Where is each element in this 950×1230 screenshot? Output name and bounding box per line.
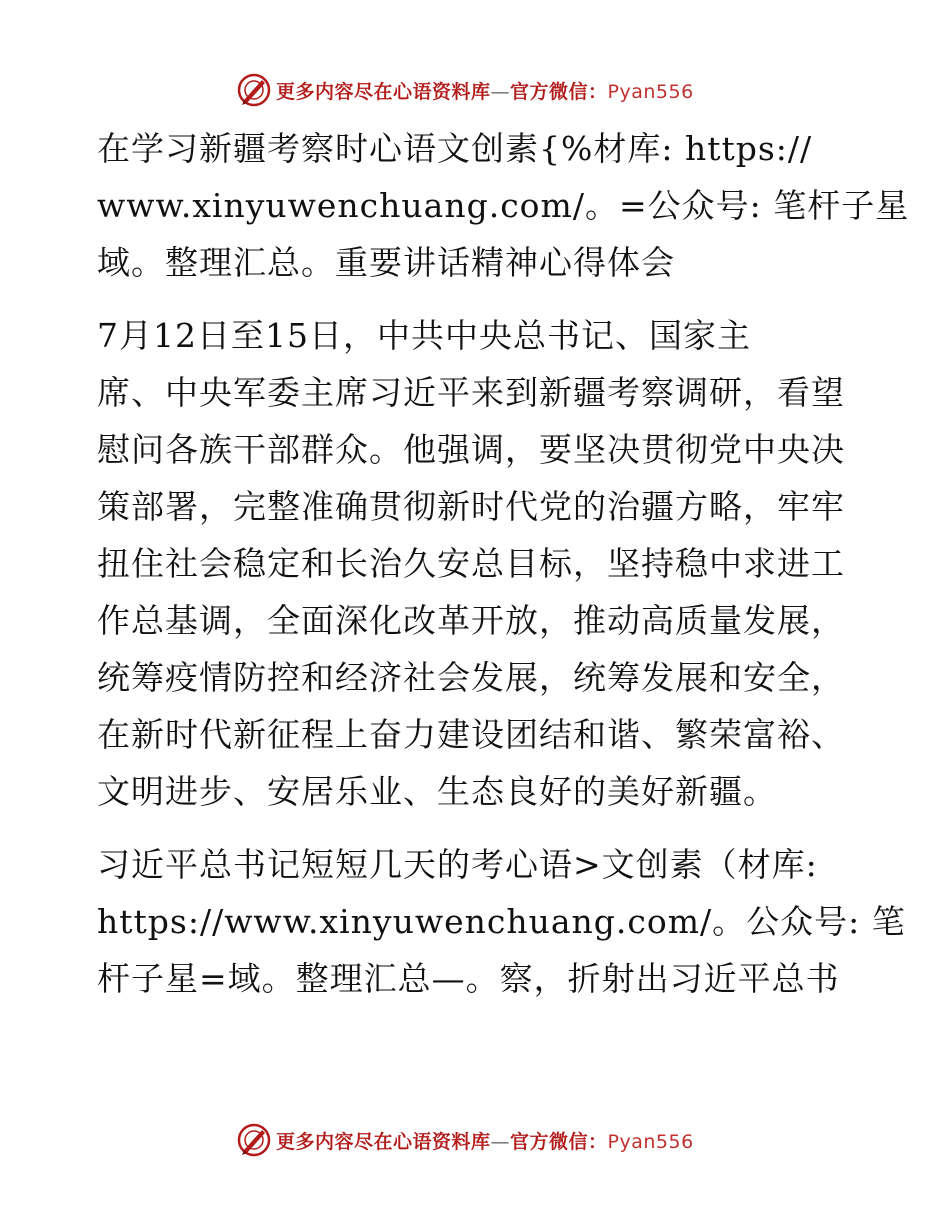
banner-wechat-id: Pyan556: [607, 80, 694, 103]
text-line: www.xinyuwenchuang.com/。=公众号: 笔杆子星: [97, 186, 910, 225]
text-line: 席、中央军委主席习近平来到新疆考察调研，看望: [97, 373, 845, 412]
banner-separator: —: [490, 80, 511, 103]
text-line: 策部署，完整准确贯彻新时代党的治疆方略，牢牢: [97, 487, 845, 526]
banner-text: [276, 77, 694, 104]
text-line: 慰问各族干部群众。他强调，要坚决贯彻党中央决: [97, 430, 845, 469]
text-line: 统筹疫情防控和经济社会发展，统筹发展和安全，: [97, 658, 845, 697]
text-line: 7月12日至15日，中共中央总书记、国家主: [97, 316, 751, 355]
banner-title: 更多内容尽在心语资料库: [276, 80, 491, 103]
header-banner: [236, 72, 694, 108]
paragraph: [97, 836, 906, 1007]
paragraph: [97, 120, 910, 291]
banner-separator: —: [490, 1130, 511, 1153]
document-body: [97, 120, 910, 1007]
logo-icon: [236, 72, 272, 108]
logo-icon: [236, 1122, 272, 1158]
text-line: 域。整理汇总。重要讲话精神心得体会: [97, 243, 675, 282]
text-line: 在新时代新征程上奋力建设团结和谐、繁荣富裕、: [97, 715, 845, 754]
banner-official: 官方微信：: [510, 80, 608, 103]
text-line: 扭住社会稳定和长治久安总目标，坚持稳中求进工: [97, 544, 845, 583]
text-line: 在学习新疆考察时心语文创素{%材库: https://: [97, 129, 813, 168]
text-line: 文明进步、安居乐业、生态良好的美好新疆。: [97, 772, 777, 811]
banner-wechat-id: Pyan556: [607, 1130, 694, 1153]
banner-official: 官方微信：: [510, 1130, 608, 1153]
text-line: 习近平总书记短短几天的考心语>文创素（材库:: [97, 845, 818, 884]
text-line: 杆子星=域。整理汇总—。察，折射出习近平总书: [97, 959, 840, 998]
footer-banner: [236, 1122, 694, 1158]
paragraph: [97, 307, 857, 820]
text-line: https://www.xinyuwenchuang.com/。公众号: 笔: [97, 902, 906, 941]
text-line: 作总基调，全面深化改革开放，推动高质量发展，: [97, 601, 845, 640]
banner-title: 更多内容尽在心语资料库: [276, 1130, 491, 1153]
banner-text: [276, 1127, 694, 1154]
